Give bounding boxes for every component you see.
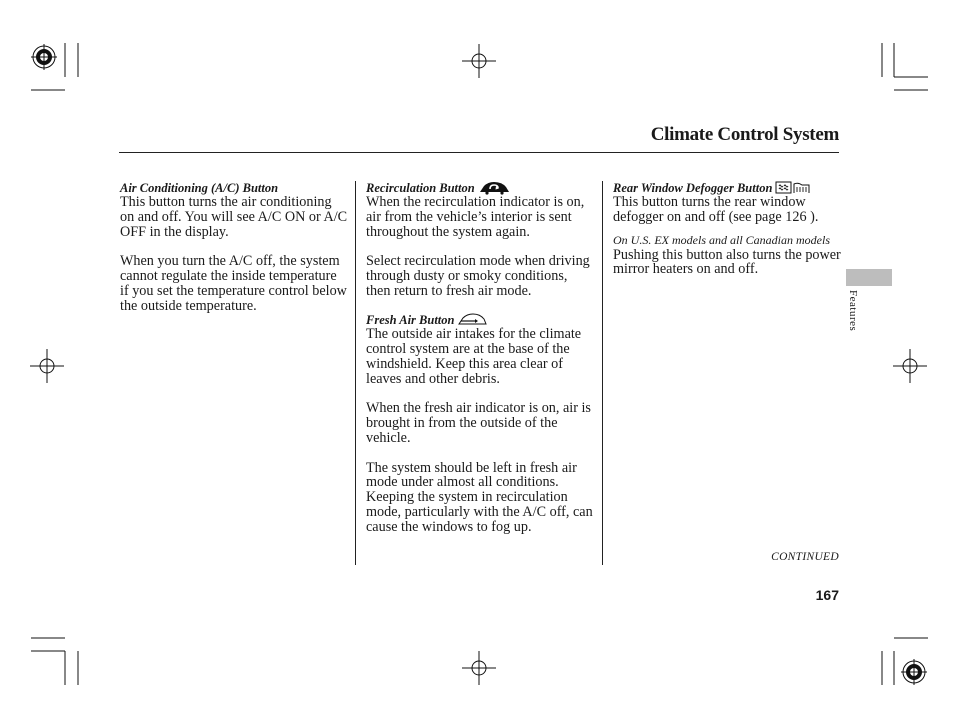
fresh-air-paragraph-3: The system should be left in fresh air mode under almost all conditions. Keeping the system in recirculation mode, particularly with the A/C off, can cause the windows to fog up.: [366, 459, 593, 535]
recirculation-button-heading: [366, 181, 594, 195]
registration-crosshair-bottom: [462, 651, 496, 685]
title-rule: [119, 152, 839, 153]
column-2: [366, 181, 594, 535]
recirculation-paragraph-2: Select recirculation mode when driving through dusty or smoky conditions, then return to fresh air mode.: [366, 253, 590, 299]
page-number: 167: [815, 587, 839, 603]
fresh-air-heading-label: Fresh Air Button: [366, 313, 455, 328]
fresh-air-paragraph-2: When the fresh air indicator is on, air is brought in from the outside of the vehicle.: [366, 400, 591, 446]
continued-label: CONTINUED: [771, 551, 839, 563]
defogger-paragraph-2: Pushing this button also turns the power mirror heaters on and off.: [613, 246, 841, 278]
defogger-icon: [775, 181, 811, 195]
section-tab: [846, 269, 892, 286]
defogger-button-heading: [613, 181, 841, 195]
fresh-air-paragraph-1: The outside air intakes for the climate control system are at the base of the windshield. Keep this area clear of leaves and other debris.: [366, 326, 582, 387]
column-1: [120, 181, 348, 313]
ac-button-paragraph-2: When you turn the A/C off, the system cannot regulate the inside temperature if you set the temperature control below the outside temperature.: [120, 253, 347, 314]
ac-button-heading: Air Conditioning (A/C) Button: [120, 181, 279, 195]
ac-button-paragraph-1: This button turns the air conditioning on and off. You will see A/C ON or A/C OFF in the display.: [120, 194, 348, 240]
recirculation-heading-label: Recirculation Button: [366, 181, 475, 195]
registration-crosshair-top: [462, 44, 496, 78]
recirculation-paragraph-1: When the recirculation indicator is on, air from the vehicle’s interior is sent throughout the system again.: [366, 194, 585, 240]
fresh-air-icon: [457, 313, 487, 327]
page-title: Climate Control System: [650, 124, 839, 145]
fresh-air-button-heading: [366, 313, 594, 327]
registration-target-top-left: [31, 44, 57, 70]
registration-crosshair-left: [30, 349, 64, 383]
column-divider-1: [355, 181, 356, 565]
defogger-heading-label: Rear Window Defogger Button: [613, 181, 773, 195]
defogger-model-note: On U.S. EX models and all Canadian models: [613, 232, 830, 247]
section-tab-label: Features: [847, 290, 859, 332]
defogger-paragraph-1: This button turns the rear window defogger on and off (see page 126 ).: [613, 194, 819, 225]
column-divider-2: [602, 181, 603, 565]
column-3: [613, 181, 841, 277]
recirculation-icon: [478, 181, 510, 195]
registration-crosshair-right: [893, 349, 927, 383]
registration-target-bottom-right: [901, 659, 927, 685]
